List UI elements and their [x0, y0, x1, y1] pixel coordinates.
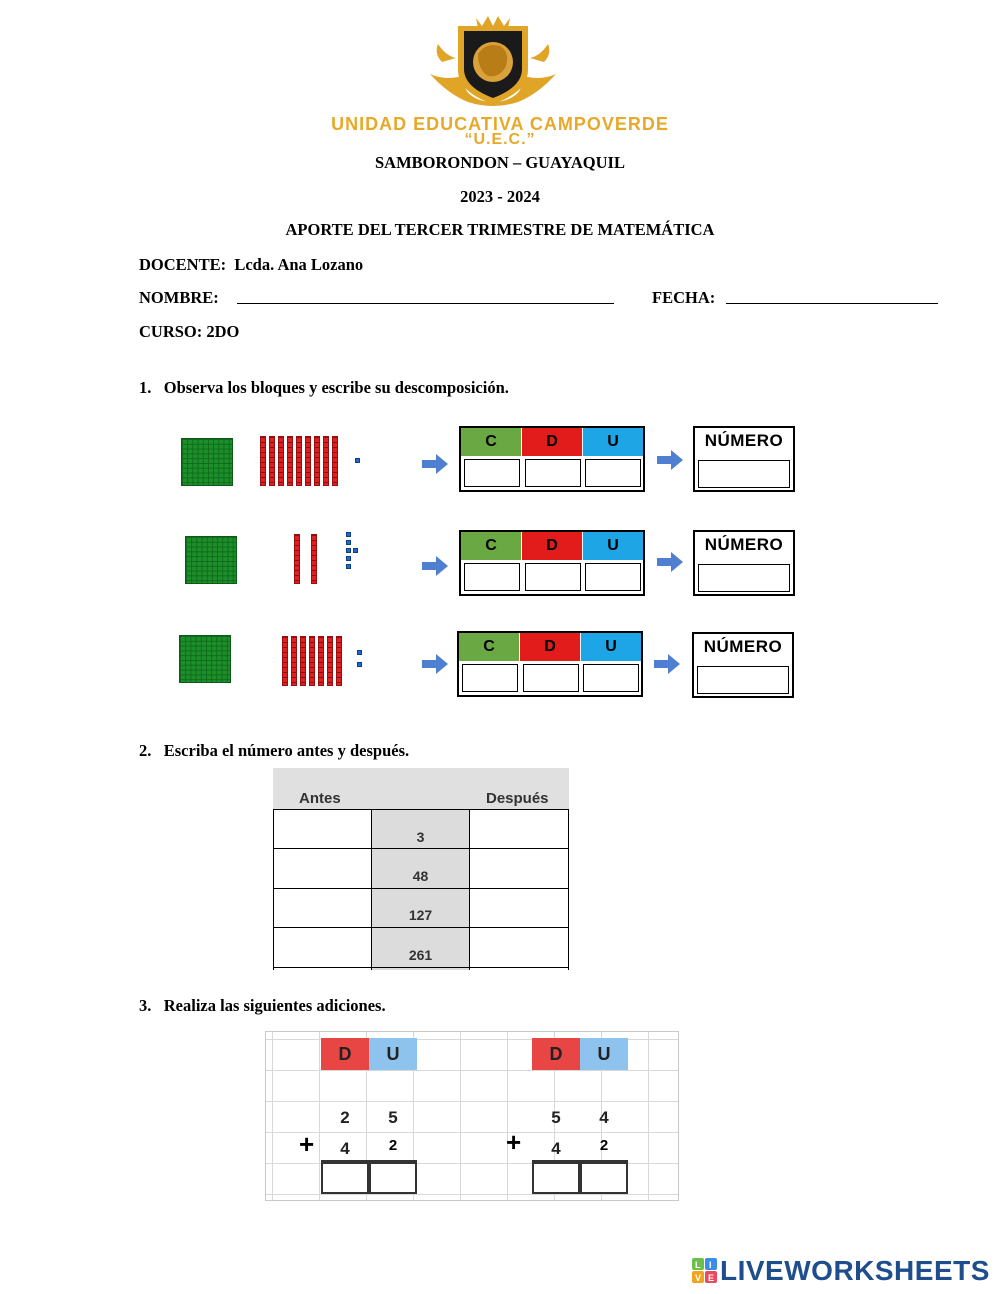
plus-sign: + — [299, 1129, 315, 1159]
ten-rod — [309, 636, 315, 686]
number-box — [693, 530, 795, 596]
ten-rod — [282, 636, 288, 686]
unit-cube — [346, 564, 351, 569]
question-1-number: 1. — [139, 378, 152, 397]
question-1-heading — [139, 378, 509, 398]
liveworksheets-logo-icon — [692, 1258, 718, 1284]
addend-digit: 4 — [340, 1139, 350, 1158]
hundred-block — [185, 536, 237, 584]
before-header: Antes — [299, 790, 341, 807]
units-answer-box[interactable] — [583, 664, 639, 692]
number-answer-box[interactable] — [698, 460, 790, 488]
given-number: 127 — [408, 907, 433, 923]
ten-rod — [260, 436, 266, 486]
tens-header: D — [522, 428, 582, 456]
blocks-exercise — [172, 414, 802, 710]
unit-cube — [357, 650, 362, 655]
units-answer-box[interactable] — [369, 1162, 417, 1194]
unit-cube — [346, 532, 351, 537]
ten-rod — [294, 534, 300, 584]
hundreds-answer-box[interactable] — [464, 563, 520, 591]
unit-cube — [353, 548, 358, 553]
liveworksheets-brand[interactable]: LIVEWORKSHEETS — [720, 1255, 990, 1286]
hundreds-header: C — [461, 532, 521, 560]
svg-text:L: L — [695, 1260, 701, 1270]
name-label: NOMBRE: — [139, 288, 219, 307]
unit-cube — [346, 548, 351, 553]
after-answer-box[interactable] — [472, 811, 566, 846]
number-box — [693, 426, 795, 492]
number-answer-box[interactable] — [698, 564, 790, 592]
svg-text:E: E — [708, 1273, 715, 1283]
given-number-column — [371, 809, 470, 970]
question-2-instruction: Escriba el número antes y después. — [163, 741, 410, 760]
cdu-table — [459, 426, 645, 492]
tens-answer-box[interactable] — [525, 459, 581, 487]
arrow-right-icon — [657, 552, 683, 572]
cdu-table — [457, 631, 643, 697]
unit-cube — [346, 540, 351, 545]
arrow-right-icon — [422, 454, 448, 474]
after-answer-box[interactable] — [472, 929, 566, 965]
addend-digit: 5 — [388, 1108, 398, 1127]
before-answer-box[interactable] — [275, 811, 369, 846]
given-number: 48 — [412, 868, 429, 884]
course-row — [139, 322, 239, 342]
question-1-instruction: Observa los bloques y escribe su descomposición. — [163, 378, 509, 397]
teacher-name: Lcda. Ana Lozano — [234, 255, 364, 274]
number-label: NÚMERO — [704, 535, 784, 554]
date-input-line[interactable] — [726, 303, 938, 304]
additions-grid — [265, 1031, 679, 1201]
question-3-heading — [139, 996, 386, 1016]
ten-rod — [336, 636, 342, 686]
number-box — [692, 632, 794, 698]
number-answer-box[interactable] — [697, 666, 789, 694]
ten-rod — [269, 436, 275, 486]
number-label: NÚMERO — [704, 431, 784, 450]
question-3-number: 3. — [139, 996, 152, 1015]
tens-answer-box[interactable] — [523, 664, 579, 692]
question-2-number: 2. — [139, 741, 152, 760]
cdu-table — [459, 530, 645, 596]
hundreds-answer-box[interactable] — [464, 459, 520, 487]
school-location: SAMBORONDON – GUAYAQUIL — [375, 153, 625, 172]
tens-header: D — [522, 532, 582, 560]
table-header — [273, 768, 569, 809]
arrow-right-icon — [422, 556, 448, 576]
svg-text:V: V — [695, 1273, 702, 1283]
arrow-right-icon — [654, 654, 680, 674]
hundreds-header: C — [461, 428, 521, 456]
number-label: NÚMERO — [703, 637, 783, 656]
given-number: 3 — [416, 829, 425, 845]
unit-cube — [346, 556, 351, 561]
addend-digit: 2 — [599, 1137, 609, 1154]
ten-rod — [318, 636, 324, 686]
addend-digit: 2 — [340, 1108, 350, 1127]
units-answer-box[interactable] — [585, 563, 641, 591]
school-name: UNIDAD EDUCATIVA CAMPOVERDE — [331, 114, 669, 134]
after-answer-box[interactable] — [472, 890, 566, 925]
page-title: APORTE DEL TERCER TRIMESTRE DE MATEMÁTICA — [285, 220, 715, 239]
unit-cube — [357, 662, 362, 667]
before-answer-box[interactable] — [275, 929, 369, 965]
arrow-right-icon — [422, 654, 448, 674]
ten-rod — [278, 436, 284, 486]
ten-rod — [314, 436, 320, 486]
tens-answer-box[interactable] — [321, 1162, 369, 1194]
hundred-block — [179, 635, 231, 683]
question-2-heading — [139, 741, 409, 761]
ten-rod — [305, 436, 311, 486]
hundreds-header: C — [459, 633, 519, 661]
ten-rod — [311, 534, 317, 584]
school-year: 2023 - 2024 — [460, 187, 540, 206]
tens-header: D — [532, 1038, 580, 1070]
addend-digit: 2 — [388, 1137, 398, 1154]
addend-digit: 5 — [551, 1108, 561, 1127]
after-header: Después — [486, 790, 549, 807]
school-abbreviation: “U.E.C.” — [464, 131, 536, 148]
after-answer-box[interactable] — [472, 850, 566, 886]
hundreds-answer-box[interactable] — [462, 664, 518, 692]
svg-text:I: I — [709, 1260, 712, 1270]
ten-rod — [296, 436, 302, 486]
course-label: CURSO: — [139, 322, 203, 341]
ten-rod — [287, 436, 293, 486]
school-crest-logo — [428, 12, 558, 108]
hundred-block — [181, 438, 233, 486]
tens-header: D — [321, 1038, 369, 1070]
ten-rod — [332, 436, 338, 486]
units-header: U — [583, 532, 643, 560]
ten-rod — [323, 436, 329, 486]
ten-rod — [300, 636, 306, 686]
unit-cube — [355, 458, 360, 463]
before-answer-box[interactable] — [275, 890, 369, 925]
course-value: 2DO — [206, 322, 240, 341]
tens-header: D — [520, 633, 580, 661]
ten-rod — [291, 636, 297, 686]
before-answer-box[interactable] — [275, 850, 369, 886]
before-after-table — [273, 768, 569, 970]
units-header: U — [369, 1038, 417, 1070]
units-header: U — [581, 633, 641, 661]
date-label: FECHA: — [652, 288, 716, 307]
plus-sign: + — [506, 1127, 522, 1157]
units-header: U — [580, 1038, 628, 1070]
ten-rod — [327, 636, 333, 686]
tens-answer-box[interactable] — [532, 1162, 580, 1194]
addend-digit: 4 — [551, 1139, 561, 1158]
teacher-label: DOCENTE: — [139, 255, 227, 274]
units-header: U — [583, 428, 643, 456]
given-number: 261 — [408, 947, 433, 963]
units-answer-box[interactable] — [580, 1162, 628, 1194]
tens-answer-box[interactable] — [525, 563, 581, 591]
arrow-right-icon — [657, 450, 683, 470]
name-input-line[interactable] — [237, 303, 614, 304]
question-3-instruction: Realiza las siguientes adiciones. — [163, 996, 386, 1015]
units-answer-box[interactable] — [585, 459, 641, 487]
teacher-row — [139, 255, 363, 275]
addend-digit: 4 — [599, 1108, 609, 1127]
